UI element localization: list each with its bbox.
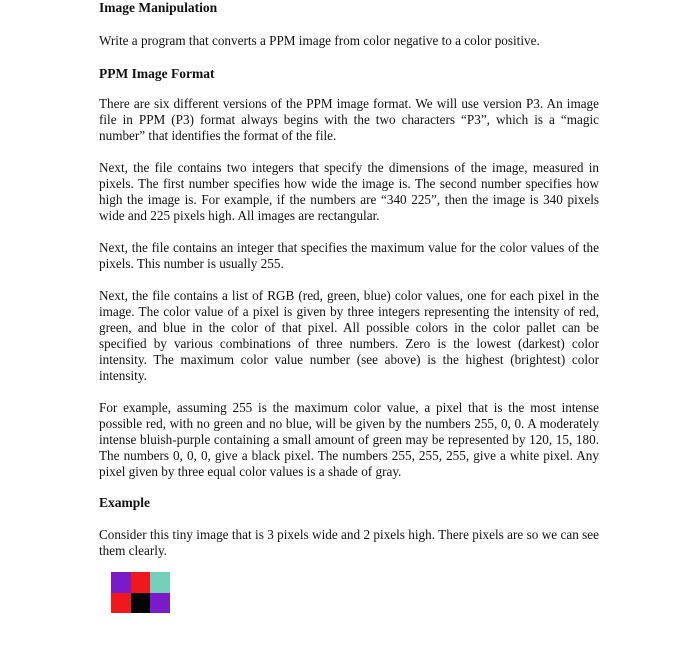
format-paragraph-1: There are six different versions of the PPM image format. We will use version P3. An image file in PPM (P3) format always begins with the two characters “P3”, which is a “magic number” that identifies the format of the file. [99,96,599,143]
pixel-r1-c0 [111,593,131,614]
format-paragraph-3: Next, the file contains an integer that specifies the maximum value for the color values of the pixels. This number is usually 255. [99,240,599,271]
title-heading: Image Manipulation [99,0,218,15]
example-heading: Example [99,495,151,510]
example-paragraph: Consider this tiny image that is 3 pixels wide and 2 pixels high. There pixels are so we can see them clearly. [99,527,599,558]
pixel-r1-c1 [131,593,151,614]
example-pixel-image [111,572,170,613]
format-paragraph-2: Next, the file contains two integers that specify the dimensions of the image, measured in pixels. The first number specifies how wide the image is. The second number specifies how high the image is. For example, if the numbers are “340 225”, then the image is 340 pixels wide and 225 pixels high. All images are rectangular. [99,160,599,223]
pixel-r0-c2 [150,572,170,593]
format-paragraph-4: Next, the file contains a list of RGB (red, green, blue) color values, one for each pixel in the image. The color value of a pixel is given by three integers representing the intensity of red, green, and blue in the color of that pixel. All possible colors in the color pallet can be specified by various combinations of three numbers. Zero is the lowest (darkest) color intensity. The maximum color value number (see above) is the highest (brightest) color intensity. [99,288,599,383]
format-paragraph-5: For example, assuming 255 is the maximum color value, a pixel that is the most intense possible red, with no green and no blue, will be given by the numbers 255, 0, 0. A moderately intense bluish-purple containing a small amount of green may be represented by 120, 15, 180. The numbers 0, 0, 0, give a black pixel. The numbers 255, 255, 255, give a white pixel. Any pixel given by three equal color values is a shade of gray. [99,400,599,479]
pixel-r0-c1 [131,572,151,593]
pixel-r1-c2 [150,593,170,614]
pixel-r0-c0 [111,572,131,593]
intro-paragraph: Write a program that converts a PPM image from color negative to a color positive. [99,33,540,48]
ppm-format-heading: PPM Image Format [99,66,215,81]
